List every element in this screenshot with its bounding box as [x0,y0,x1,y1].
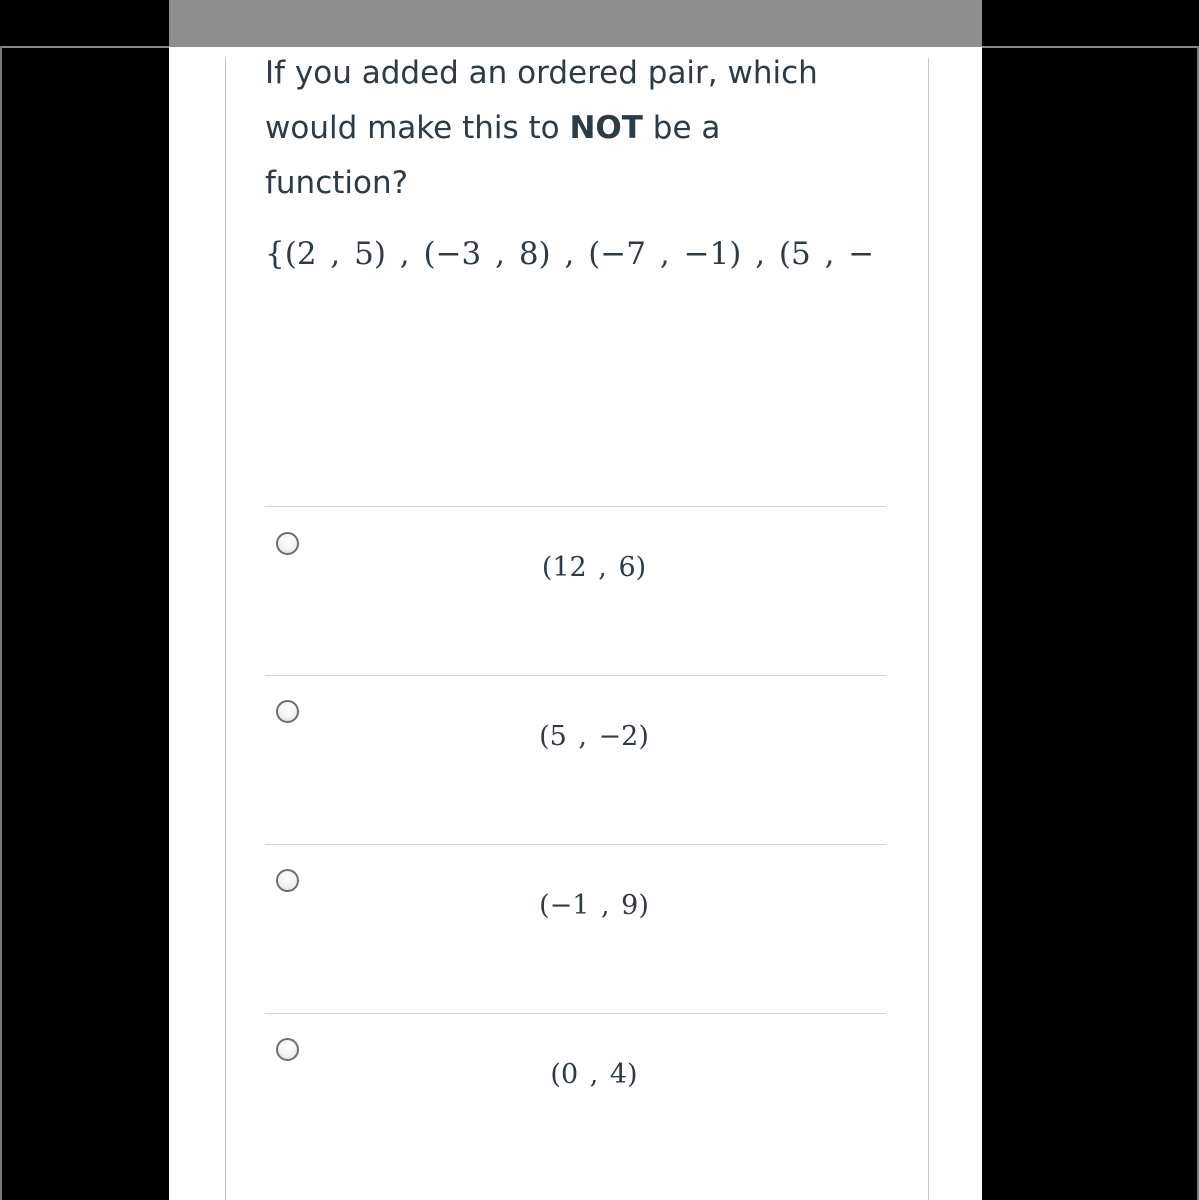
question-text [265,46,905,211]
answer-divider [265,1013,886,1014]
answer-label-4[interactable]: (0 , 4) [550,1059,638,1090]
question-line-3: function? [265,165,409,201]
answer-label-1[interactable]: (12 , 6) [541,552,647,583]
answer-label-2[interactable]: (5 , −2) [539,721,649,752]
answer-radio-3[interactable] [276,869,299,892]
question-line-1: If you added an ordered pair, which [265,55,818,91]
question-line-2 [265,101,905,156]
question-emphasis: NOT [569,110,643,146]
frame-left-border [0,46,2,1200]
answer-divider [265,844,886,845]
answer-divider [265,675,886,676]
quiz-content-area[interactable] [169,0,982,1200]
top-bar [169,0,982,47]
question-line-2-start: would make this to [265,110,570,146]
answer-radio-2[interactable] [276,700,299,723]
answer-radio-1[interactable] [276,532,299,555]
answer-radio-4[interactable] [276,1038,299,1061]
question-card [225,58,929,1200]
ordered-pairs-set: {(2 , 5) , (−3 , 8) , (−7 , −1) , (5 , − [265,236,875,272]
answer-divider [265,506,886,507]
question-line-2-end: be a [642,110,721,146]
answer-label-3[interactable]: (−1 , 9) [539,890,649,921]
